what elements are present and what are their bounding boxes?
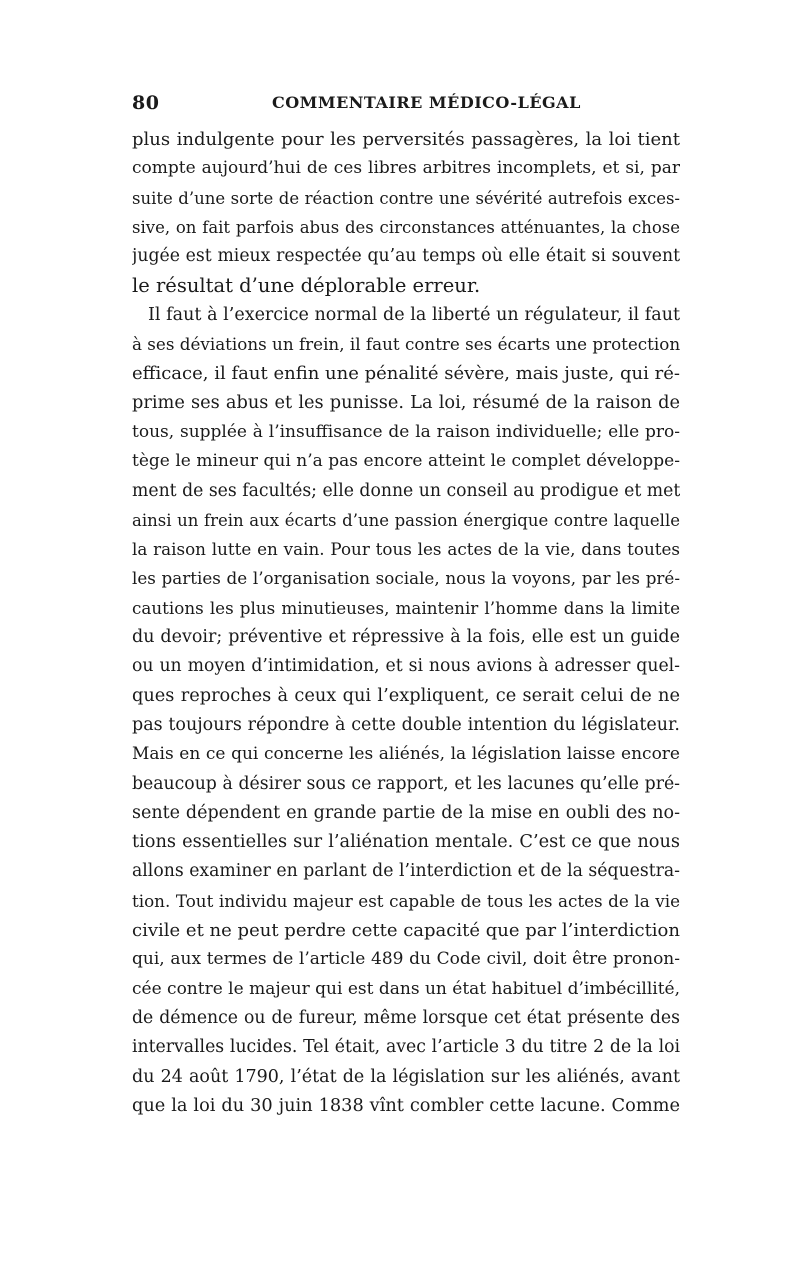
text-line: du devoir; préventive et répressive à la fois, elle est un guide	[132, 627, 680, 648]
text-line: la raison lutte en vain. Pour tous les actes de la vie, dans toutes	[132, 539, 680, 560]
text-line: Il faut à l’exercice normal de la liberté un régulateur, il faut	[148, 304, 680, 325]
text-line: sive, on fait parfois abus des circonstances atténuantes, la chose	[132, 217, 680, 237]
body-text	[132, 125, 680, 1121]
text-line: de démence ou de fureur, même lorsque cet état présente des	[132, 1007, 680, 1028]
text-line: tions essentielles sur l’aliénation mentale. C’est ce que nous	[132, 832, 680, 853]
text-line: intervalles lucides. Tel était, avec l’article 3 du titre 2 de la loi	[132, 1037, 680, 1058]
text-line: tège le mineur qui n’a pas encore atteint le complet développe-	[132, 451, 680, 472]
text-line: qui, aux termes de l’article 489 du Code civil, doit être pronon-	[132, 949, 680, 970]
text-line: beaucoup à désirer sous ce rapport, et les lacunes qu’elle pré-	[132, 773, 680, 794]
text-line: civile et ne peut perdre cette capacité que par l’interdiction	[132, 920, 680, 942]
running-head: COMMENTAIRE MÉDICO-LÉGAL	[272, 93, 581, 112]
text-line: efficace, il faut enfin une pénalité sévère, mais juste, qui ré-	[132, 363, 680, 385]
text-line: du 24 août 1790, l’état de la législation sur les aliénés, avant	[132, 1066, 680, 1087]
text-line: compte aujourd’hui de ces libres arbitres incomplets, et si, par	[132, 158, 680, 179]
text-line: tous, supplée à l’insuffisance de la raison individuelle; elle pro-	[132, 421, 680, 442]
text-line: cée contre le majeur qui est dans un état habituel d’imbécillité,	[132, 978, 680, 999]
text-line: jugée est mieux respectée qu’au temps où elle était si souvent	[132, 246, 680, 267]
text-line: suite d’une sorte de réaction contre une sévérité autrefois exces-	[132, 188, 680, 208]
text-line: les parties de l’organisation sociale, nous la voyons, par les pré-	[132, 568, 680, 589]
text-line: cautions les plus minutieuses, maintenir l’homme dans la limite	[132, 597, 680, 618]
text-line: prime ses abus et les punisse. La loi, résumé de la raison de	[132, 392, 680, 413]
text-line: le résultat d’une déplorable erreur.	[132, 274, 481, 298]
text-line: allons examiner en parlant de l’interdiction et de la séquestra-	[132, 861, 680, 882]
text-line: plus indulgente pour les perversités passagères, la loi tient	[132, 129, 680, 150]
text-line: à ses déviations un frein, il faut contre ses écarts une protection	[132, 334, 680, 355]
text-line: que la loi du 30 juin 1838 vînt combler cette lacune. Comme	[132, 1095, 680, 1116]
text-line: ou un moyen d’intimidation, et si nous avions à adresser quel-	[132, 656, 680, 677]
page-number: 80	[132, 92, 160, 114]
page-header	[132, 92, 680, 120]
text-line: tion. Tout individu majeur est capable de tous les actes de la vie	[132, 890, 680, 911]
text-line: pas toujours répondre à cette double intention du législateur.	[132, 714, 680, 735]
text-line: Mais en ce qui concerne les aliénés, la législation laisse encore	[132, 744, 680, 765]
text-line: sente dépendent en grande partie de la mise en oubli des no-	[132, 802, 680, 823]
text-line: ques reproches à ceux qui l’expliquent, ce serait celui de ne	[132, 685, 680, 706]
text-line: ment de ses facultés; elle donne un conseil au prodigue et met	[132, 480, 680, 501]
text-line: ainsi un frein aux écarts d’une passion énergique contre laquelle	[132, 510, 680, 530]
